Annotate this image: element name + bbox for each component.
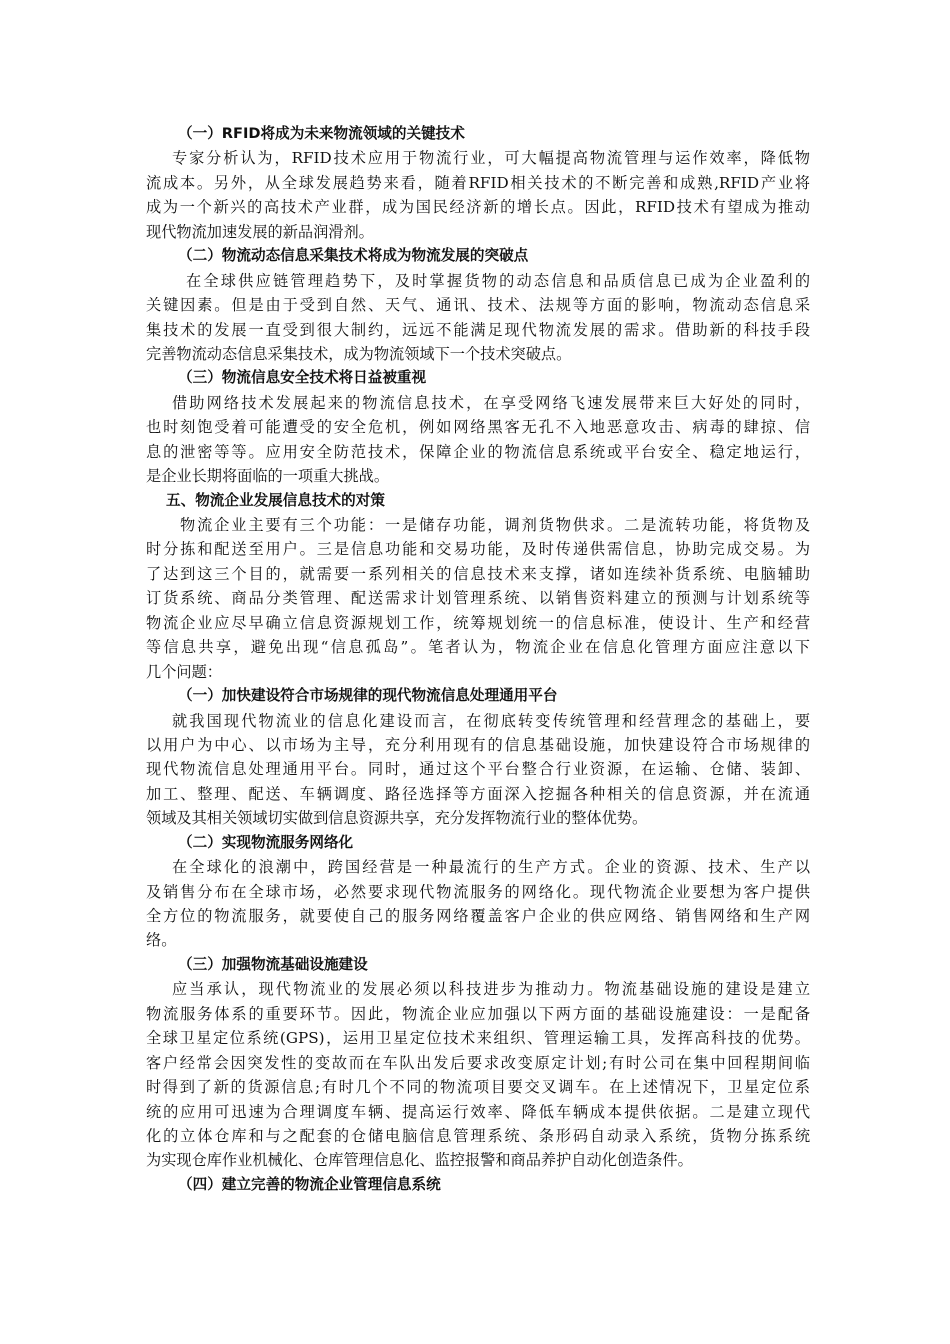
paragraph-line: 是企业长期将面临的一项重大挑战。 (146, 467, 389, 486)
paragraph-line: 客户经常会因突发性的变故而在车队出发后要求改变原定计划;有时公司在集中回程期间临 (146, 1053, 810, 1072)
paragraph-line: 现代物流信息处理通用平台。同时，通过这个平台整合行业资源，在运输、仓储、装卸、 (146, 760, 810, 779)
paragraph-line: 物流企业主要有三个功能：一是储存功能，调剂货物供求。二是流转功能，将货物及 (180, 516, 810, 534)
paragraph-line: 化的立体仓库和与之配套的仓储电脑信息管理系统、条形码自动录入系统，货物分拣系统 (146, 1126, 810, 1145)
paragraph-line: 统的应用可迅速为合理调度车辆、提高运行效率、降低车辆成本提供依据。二是建立现代 (146, 1102, 810, 1121)
paragraph-line: 集技术的发展一直受到很大制约，远远不能满足现代物流发展的需求。借助新的科技手段 (146, 320, 810, 339)
document-page (146, 122, 810, 1197)
paragraph-line: 物流服务体系的重要环节。因此，物流企业应加强以下两方面的基础设施建设：一是配备 (146, 1004, 810, 1023)
paragraph-line: 全方位的物流服务，就要使自己的服务网络覆盖客户企业的供应网络、销售网络和生产网 (146, 907, 810, 925)
paragraph-line: 流成本。另外，从全球发展趋势来看，随着RFID相关技术的不断完善和成熟,RFID产业将 (146, 173, 810, 192)
paragraph-line: 时得到了新的货源信息;有时几个不同的物流项目要交叉调车。在上述情况下，卫星定位系 (146, 1078, 810, 1097)
section-heading-mis: （四）建立完善的物流企业管理信息系统 (178, 1175, 441, 1193)
chapter-heading-five: 五、物流企业发展信息技术的对策 (166, 491, 385, 509)
paragraph-line: 领域及其相关领域切实做到信息资源共享，充分发挥物流行业的整体优势。 (146, 809, 648, 828)
paragraph-line: 时分拣和配送至用户。三是信息功能和交易功能，及时传递供需信息，协助完成交易。为 (146, 540, 810, 559)
paragraph-line: 为实现仓库作业机械化、仓库管理信息化、监控报警和商品养护自动化创造条件。 (146, 1151, 693, 1170)
paragraph-line: 在全球化的浪潮中，跨国经营是一种最流行的生产方式。企业的资源、技术、生产以 (172, 858, 810, 877)
section-heading-platform: （一）加快建设符合市场规律的现代物流信息处理通用平台 (178, 687, 558, 705)
paragraph-line: 也时刻饱受着可能遭受的安全危机，例如网络黑客无孔不入地恶意攻击、病毒的肆掠、信 (146, 418, 810, 437)
paragraph-line: 几个问题： (146, 662, 222, 681)
paragraph-line: 了达到这三个目的，就需要一系列相关的信息技术来支撑，诸如连续补货系统、电脑辅助 (146, 564, 810, 583)
paragraph-line: 现代物流加速发展的新品润滑剂。 (146, 222, 374, 241)
paragraph-line: 等信息共享，避免出现“信息孤岛”。笔者认为，物流企业在信息化管理方面应注意以下 (146, 638, 810, 657)
paragraph-line: 专家分析认为，RFID技术应用于物流行业，可大幅提高物流管理与运作效率，降低物 (172, 149, 810, 168)
paragraph-line: 以用户为中心、以市场为主导，充分利用现有的信息基础设施，加快建设符合市场规律的 (146, 735, 810, 754)
section-heading-security: （三）物流信息安全技术将日益被重视 (178, 369, 427, 387)
paragraph-line: 借助网络技术发展起来的物流信息技术，在享受网络飞速发展带来巨大好处的同时， (172, 393, 810, 412)
paragraph-line: 及销售分布在全球市场，必然要求现代物流服务的网络化。现代物流企业要想为客户提供 (146, 882, 810, 901)
paragraph-line: 应当承认，现代物流业的发展必须以科技进步为推动力。物流基础设施的建设是建立 (172, 980, 810, 999)
paragraph-line: 在全球供应链管理趋势下，及时掌握货物的动态信息和品质信息已成为企业盈利的 (186, 271, 810, 290)
section-heading-infrastructure: （三）加强物流基础设施建设 (178, 955, 368, 973)
paragraph-line: 物流企业应尽早确立信息资源规划工作，统筹规划统一的信息标准，使设计、生产和经营 (146, 613, 810, 632)
paragraph-line: 加工、整理、配送、车辆调度、路径选择等方面深入挖掘各种相关的信息资源，并在流通 (146, 784, 810, 803)
paragraph-line: 成为一个新兴的高技术产业群，成为国民经济新的增长点。因此，RFID技术有望成为推动 (146, 198, 810, 217)
section-heading-dynamic-info: （二）物流动态信息采集技术将成为物流发展的突破点 (178, 247, 529, 265)
section-heading-rfid: （一）RFID将成为未来物流领域的关键技术 (178, 125, 465, 142)
section-heading-network: （二）实现物流服务网络化 (178, 833, 354, 851)
paragraph-line: 息的泄密等等。应用安全防范技术，保障企业的物流信息系统或平台安全、稳定地运行， (146, 442, 810, 461)
paragraph-line: 完善物流动态信息采集技术，成为物流领域下一个技术突破点。 (146, 344, 572, 363)
paragraph-line: 络。 (146, 931, 177, 950)
paragraph-line: 就我国现代物流业的信息化建设而言，在彻底转变传统管理和经营理念的基础上，要 (172, 711, 810, 730)
paragraph-line: 订货系统、商品分类管理、配送需求计划管理系统、以销售资料建立的预测与计划系统等 (146, 589, 810, 608)
paragraph-line: 全球卫星定位系统(GPS)，运用卫星定位技术来组织、管理运输工具，发挥高科技的优势。 (146, 1029, 810, 1048)
paragraph-line: 关键因素。但是由于受到自然、天气、通讯、技术、法规等方面的影响，物流动态信息采 (146, 296, 810, 315)
